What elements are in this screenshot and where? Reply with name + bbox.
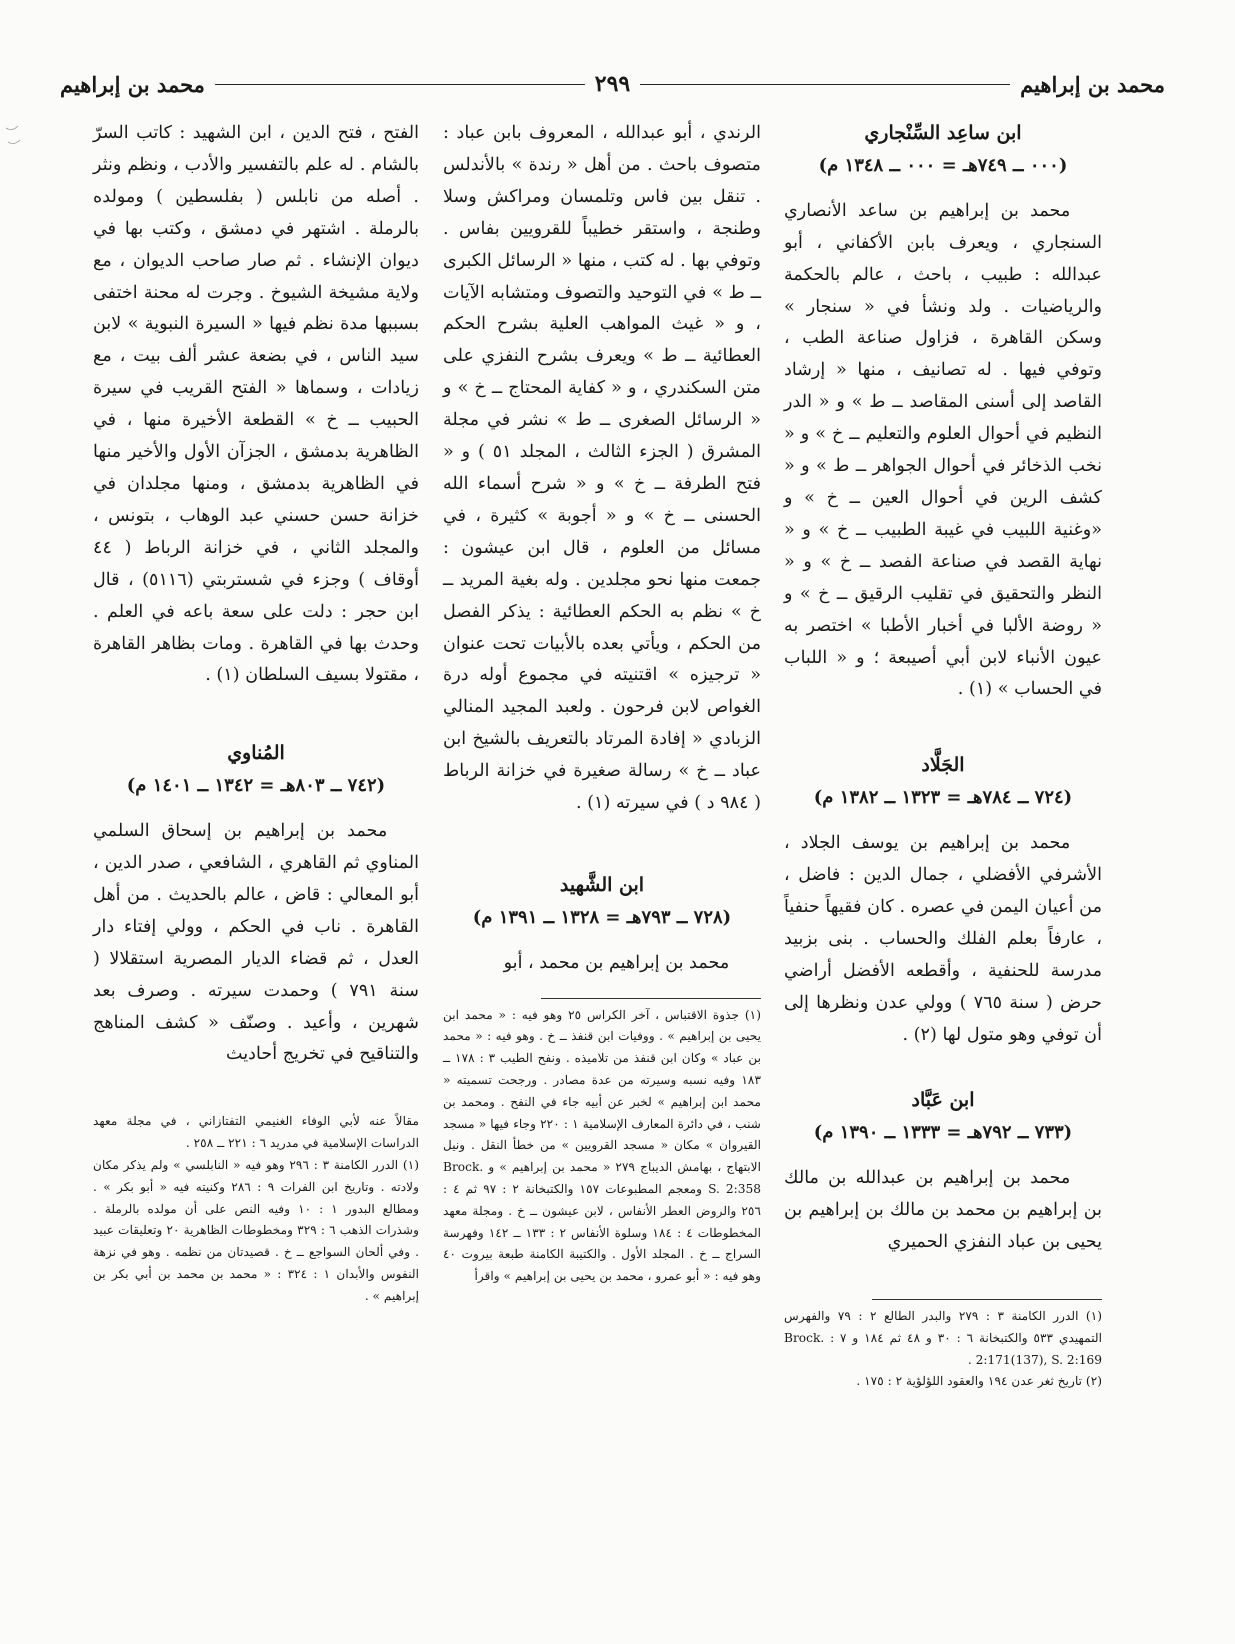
footnote-rule (541, 998, 761, 999)
entry-body: الفتح ، فتح الدين ، ابن الشهيد : كاتب السرّ بالشام . له علم بالتفسير والأدب ، ونظم ونثر . أصله من نابلس ( بفلسطين ) ومولده بالرملة . اشتهر في دمشق ، وكتب بها في ديوان الإنشاء . ثم صار صاحب الديوان ، مع ولاية مشيخة الشيوخ . وجرت له محنة اختفى بسببها مدة نظم فيها « السيرة النبوية » لابن سيد الناس ، في بضعة عشر ألف بيت ، مع زيادات ، وسماها « الفتح القريب في سيرة الحبيب ــ خ » القطعة الأخيرة منها ، في الظاهرية بدمشق ، الجزآن الأول والأخير منها في الظاهرية بدمشق ، ومنها مجلدان في خزانة حسن حسني عبد الوهاب ، بتونس ، والمجلد الثاني ، في خزانة الرباط ( ٤٤ أوقاف ) وجزء في شستربتي (٥١١٦) ، قال ابن حجر : دلت على سعة باعه في العلم . وحدث بها في القاهرة . ومات بظاهر القاهرة ، مقتولا بسيف السلطان (١) . (93, 123, 419, 686)
margin-mark (4, 120, 24, 160)
header-rule (215, 84, 585, 85)
footnotes (443, 1005, 761, 1288)
entry-title: ابن الشَّهيد (559, 873, 645, 896)
entry-body: محمد بن إبراهيم بن ساعد الأنصاري السنجاري ، ويعرف بابن الأكفاني ، أبو عبدالله : طبيب ، باحث ، عالم بالحكمة والرياضيات . ولد ونشأ في « سنجار » وسكن القاهرة ، فزاول صناعة الطب ، وتوفي فيها . له تصانيف ، منها « إرشاد القاصد إلى أسنى المقاصد ــ ط » و « الدر النظيم في أحوال العلوم والتعليم ــ خ » و « نخب الذخائر في أحوال الجواهر ــ ط » و « كشف الرين في أحوال العين ــ خ » و «وغنية اللبيب في غيبة الطبيب ــ خ » و « نهاية القصد في صناعة الفصد ــ خ » و « النظر والتحقيق في تقليب الرقيق ــ خ » و « روضة الألبا في أخبار الأطبا » اختصر به عيون الأنباء لابن أبي أصيبعة ؛ و « اللباب في الحساب » (١) . (784, 200, 1102, 700)
column-left (93, 118, 419, 1308)
entry-body: محمد بن إبراهيم بن عبدالله بن مالك بن إبراهيم بن محمد بن مالك بن إبراهيم بن يحيى بن عباد النفزي الحميري (784, 1168, 1102, 1253)
entry-dates: (٧٤٢ ــ ٨٠٣هـ = ١٣٤٢ ــ ١٤٠١ م) (126, 775, 386, 797)
entry-title: الجَلَّاد (921, 754, 965, 777)
running-title-right: محمد بن إبراهيم (1020, 71, 1165, 97)
footnote: (١) الدرر الكامنة ٣ : ٢٩٦ وهو فيه « النابلسي » ولم يذكر مكان ولادته . وتاريخ ابن الفرات ٩ : ٢٨٦ وكنيته فيه « أبو بكر » . ومطالع البدور ١ : ١٠ وفيه النص على أن مولده بالرملة . وشذرات الذهب ٦ : ٣٢٩ ومخطوطات الظاهرية ٢٠ وتعليقات عبيد . وفي ألحان السواجع ــ خ . قصيدتان من نظمه . وهو في نزهة النفوس والأبدان ١ : ٣٢٤ : « محمد بن محمد بن أبي بكر بن إبراهيم » . (93, 1157, 420, 1303)
header-rule (640, 84, 1010, 85)
column-middle (443, 118, 761, 1288)
entry-body: الرندي ، أبو عبدالله ، المعروف بابن عباد : متصوف باحث . من أهل « رندة » بالأندلس . تنقل بين فاس وتلمسان ومراكش وسلا وطنجة ، واستقر خطيباً للقرويين بفاس . وتوفي بها . له كتب ، منها « الرسائل الكبرى ــ ط » في التوحيد والتصوف ومتشابه الآيات ، و « غيث المواهب العلية بشرح الحكم العطائية ــ ط » ويعرف بشرح النفزي على متن السكندري ، و « كفاية المحتاج ــ خ » و « الرسائل الصغرى ــ ط » نشر في مجلة المشرق ( الجزء الثالث ، المجلد ٥١ ) و « فتح الطرفة ــ خ » و « شرح أسماء الله الحسنى ــ خ » و « أجوبة » كثيرة ، في مسائل من العلوم ، قال ابن عيشون : جمعت منها نحو مجلدين . وله بغية المريد ــ خ » نظم به الحكم العطائية : يذكر الفصل من الحكم ، ويأتي بعده بالأبيات تحت عنوان « ترجيزه » اقتنيته في مجموع أوله درة الغواص لابن فرحون . ولعبد المجيد المنالي الزبادي « إفادة المرتاد بالتعريف بالشيخ ابن عباد ــ خ » رسالة صغيرة في خزانة الرباط ( ٩٨٤ د ) في سيرته (١) . (443, 123, 761, 814)
footnote-rule (872, 1299, 1102, 1300)
entry-body: محمد بن إبراهيم بن محمد ، أبو (503, 952, 730, 973)
entry-title: ابن ساعِد السِّنْجاري (864, 122, 1022, 144)
entry-dates: (٧٢٤ ــ ٧٨٤هـ = ١٣٢٣ ــ ١٣٨٢ م) (813, 787, 1073, 809)
page-number: ٢٩٩ (594, 71, 631, 97)
running-title-left: محمد بن إبراهيم (59, 71, 205, 97)
footnote: (٢) تاريخ ثغر عدن ١٩٤ والعقود اللؤلؤية ٢ : ١٧٥ . (856, 1374, 1102, 1389)
entry-title: المُناوي (227, 742, 285, 765)
footnote: (١) الدرر الكامنة ٣ : ٢٧٩ والبدر الطالع ٢ : ٧٩ والفهرس التمهيدي ٥٣٣ والكتبخانة ٦ : ٣٠ و ٤٨ ثم ١٨٤ و ٧ : Brock. 2:171(137), S. 2:169 . (784, 1309, 1102, 1367)
running-header (60, 66, 1165, 102)
entry-title: ابن عَبَّاد (911, 1089, 975, 1112)
entry-dates: (٧٣٣ ــ ٧٩٢هـ = ١٣٣٣ ــ ١٣٩٠ م) (813, 1122, 1073, 1144)
entry-body: محمد بن إبراهيم بن يوسف الجلاد ، الأشرفي الأفضلي ، جمال الدين : فاضل ، من أعيان اليمن في عصره . كان فقيهاً حنفياً ، عارفاً بعلم الفلك والحساب . بنى بزبيد مدرسة للحنفية ، وأقطعه الأفضل أراضي حرض ( سنة ٧٦٥ ) وولي عدن ونظرها إلى أن توفي وهو متول لها (٢) . (784, 833, 1102, 1045)
footnotes (784, 1306, 1102, 1393)
entry-body: محمد بن إبراهيم بن إسحاق السلمي المناوي ثم القاهري ، الشافعي ، صدر الدين ، أبو المعالي : قاض ، عالم بالحديث . من أهل القاهرة . ناب في الحكم ، وولي إفتاء دار العدل ، ثم قضاء الديار المصرية استقلالا ( سنة ٧٩١ ) وحمدت سيرته . وصرف بعد شهرين ، وأعيد . وصنّف « كشف المناهج والتناقيح في تخريج أحاديث (93, 821, 419, 1065)
column-right (784, 118, 1102, 1393)
footnotes (93, 1111, 419, 1307)
footnote: مقالاً عنه لأبي الوفاء الغنيمي التفتازاني ، في مجلة معهد الدراسات الإسلامية في مدريد ٦ : ٢٢١ ــ ٢٥٨ . (93, 1114, 419, 1151)
entry-dates: (٠٠٠ ــ ٧٤٩هـ = ٠٠٠ ــ ١٣٤٨ م) (818, 154, 1068, 176)
entry-dates: (٧٢٨ ــ ٧٩٣هـ = ١٣٢٨ ــ ١٣٩١ م) (472, 906, 732, 928)
footnote: (١) جذوة الاقتباس ، آخر الكراس ٢٥ وهو فيه : « محمد ابن يحيى بن إبراهيم » . ووفيات ابن قنفذ ــ خ . وهو فيه : « محمد بن عباد » وكان ابن قنفذ من تلاميذه . ونفح الطيب ٣ : ١٧٨ ــ ١٨٣ وفيه نسبه وسيرته من عدة مصادر . ورجحت تسميته « محمد ابن إبراهيم » لخبر عن أبيه جاء في النفح . ومحمد بن شنب ، في دائرة المعارف الإسلامية ١ : ٢٢٠ وجاء فيها « مسجد القيروان » مكان « مسجد القرويين » من خطأ النقل . ونيل الابتهاج ، بهامش الديباج ٢٧٩ « محمد بن إبراهيم » و Brock. S. 2:358 ومعجم المطبوعات ١٥٧ والكتبخانة ٢ : ٩٧ ثم ٤ : ٢٥٦ والروض العطر الأنفاس ، لابن عيشون ــ خ . ومجلة معهد المخطوطات ٤ : ١٨٤ وسلوة الأنفاس ٢ : ١٣٣ ــ ١٤٢ وفهرسة السراج ــ خ . المجلد الأول . والكتيبة الكامنة طبعة بيروت ٤٠ وهو فيه : « أبو عمرو ، محمد بن يحيى بن إبراهيم » واقرأ (443, 1007, 762, 1284)
